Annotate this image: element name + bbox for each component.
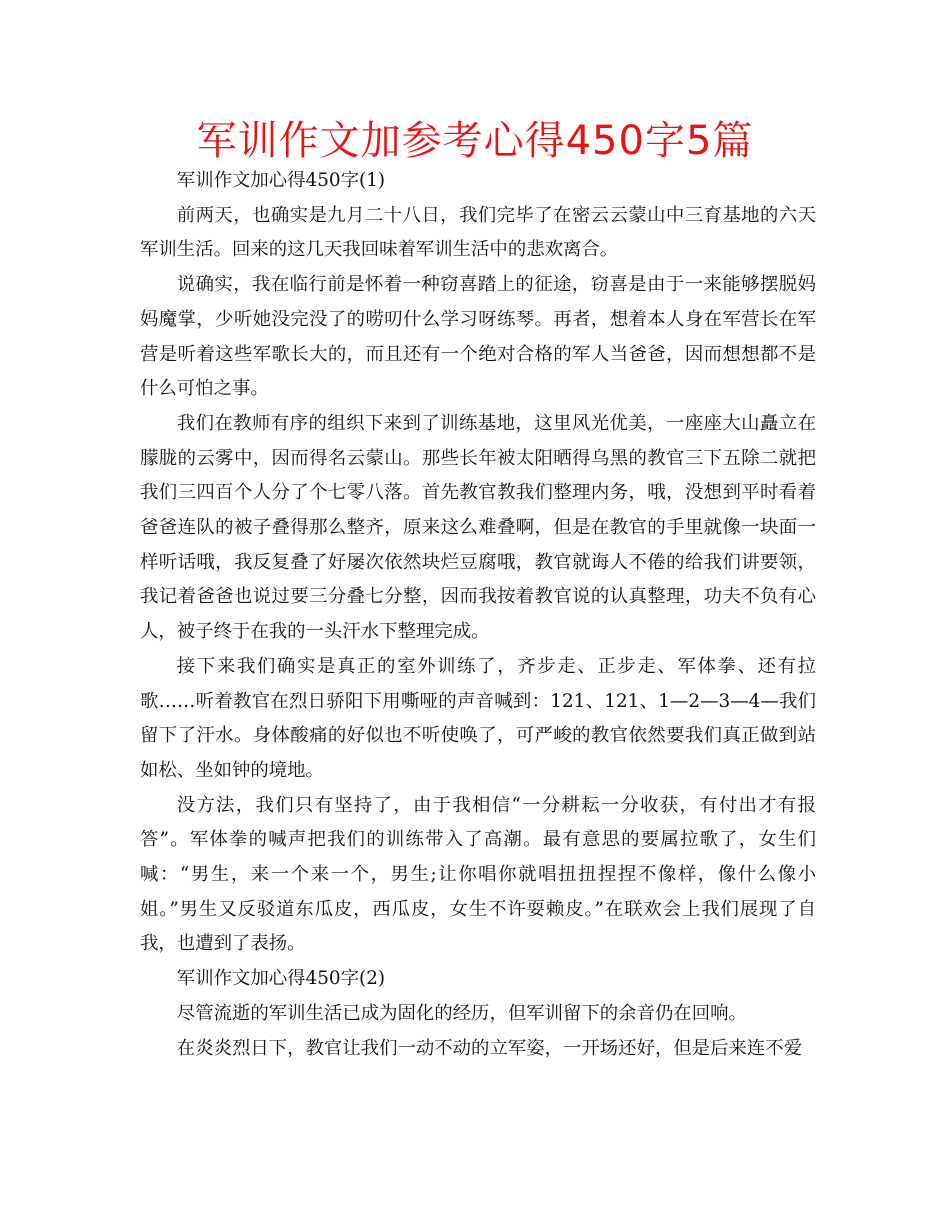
document-body [140, 164, 816, 1066]
document-title: 军训作文加参考心得450字5篇 [196, 118, 754, 164]
paragraph: 在炎炎烈日下，教官让我们一动不动的立军姿，一开场还好，但是后来连不爱 [176, 1037, 803, 1059]
paragraph: 尽管流逝的军训生活已成为固化的经历，但军训留下的余音仍在回响。 [176, 1002, 747, 1024]
paragraph: 前两天，也确实是九月二十八日，我们完毕了在密云云蒙山中三育基地的六天军训生活。回来的这几天我回味着军训生活中的悲欢离合。 [140, 204, 816, 261]
paragraph: 说确实，我在临行前是怀着一种窃喜踏上的征途，窃喜是由于一来能够摆脱妈妈魔掌，少听她没完没了的唠叨什么学习呀练琴。再者，想着本人身在军营长在军营是听着这些军歌长大的，而且还有一个绝对合格的军人当爸爸，因而想想都不是什么可怕之事。 [140, 274, 816, 400]
section-heading: 军训作文加心得450字(2) [176, 968, 386, 990]
paragraph: 没方法，我们只有坚持了，由于我相信“一分耕耘一分收获，有付出才有报答”。军体拳的喊声把我们的训练带入了高潮。最有意思的要属拉歌了，女生们喊：“男生，来一个来一个，男生;让你唱你就唱扭扭捏捏不像样，像什么像小姐。”男生又反驳道东瓜皮，西瓜皮，女生不许耍赖皮。”在联欢会上我们展现了自我，也遭到了表扬。 [140, 794, 816, 955]
paragraph: 接下来我们确实是真正的室外训练了，齐步走、正步走、军体拳、还有拉歌……听着教官在烈日骄阳下用嘶哑的声音喊到：121、121、1—2—3—4—我们留下了汗水。身体酸痛的好似也不听使唤了，可严峻的教官依然要我们真正做到站如松、坐如钟的境地。 [140, 655, 816, 781]
section-heading: 军训作文加心得450字(1) [176, 170, 386, 191]
paragraph: 我们在教师有序的组织下来到了训练基地，这里风光优美，一座座大山矗立在朦胧的云雾中，因而得名云蒙山。那些长年被太阳晒得乌黑的教官三下五除二就把我们三四百个人分了个七零八落。首先教官教我们整理内务，哦，没想到平时看着爸爸连队的被子叠得那么整齐，原来这么难叠啊，但是在教官的手里就像一块面一样听话哦，我反复叠了好屡次依然块烂豆腐哦，教官就诲人不倦的给我们讲要领，我记着爸爸也说过要三分叠七分整，因而我按着教官说的认真整理，功夫不负有心人，被子终于在我的一头汗水下整理完成。 [140, 412, 816, 643]
